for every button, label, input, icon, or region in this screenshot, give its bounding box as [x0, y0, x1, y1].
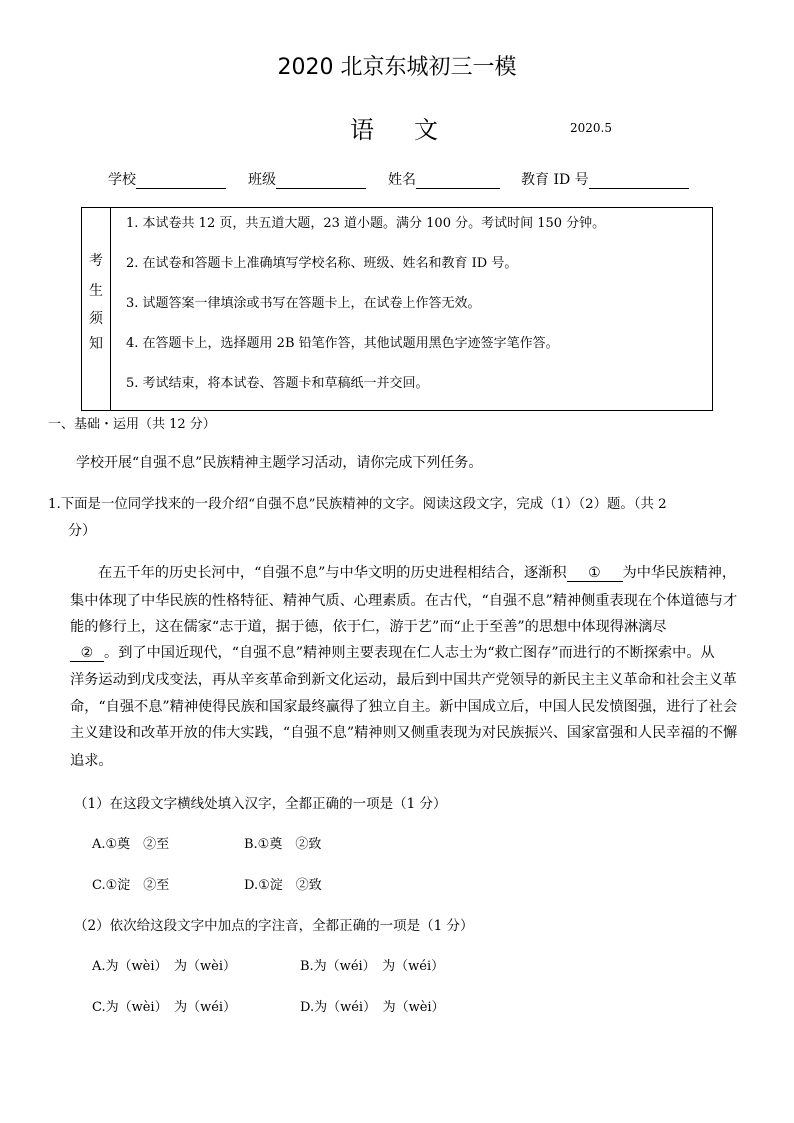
passage-line: 主义建设和改革开放的伟大实践，“自强不息”精神则又侧重表现为对民族振兴、国家富强和人民幸福的不懈	[70, 725, 738, 741]
blank-1[interactable]: ①	[567, 565, 623, 582]
option-c[interactable]: C.①淀 ②至	[92, 878, 170, 893]
info-school	[108, 169, 226, 189]
option-a[interactable]: A.为（wèi） 为（wèi）	[92, 959, 236, 974]
name-field[interactable]	[416, 174, 500, 189]
option-d[interactable]: D.为（wéi） 为（wèi）	[300, 1000, 445, 1015]
passage-line: 集中体现了中华民族的性格特征、精神气质、心理素质。在古代，“自强不息”精神侧重表现在个体道德与才	[70, 593, 738, 609]
notice-box	[81, 207, 713, 411]
info-class-label: 班级	[248, 172, 276, 188]
side-char: 须	[89, 311, 103, 327]
info-id-label: 教育 ID 号	[521, 172, 589, 188]
info-name	[388, 169, 500, 189]
exam-date: 2020.5	[570, 121, 612, 135]
question-1-cont: 分）	[68, 523, 96, 539]
notice-item: 5. 考试结束，将本试卷、答题卡和草稿纸一并交回。	[126, 376, 429, 391]
side-char: 生	[89, 283, 103, 299]
subject-title: 语文	[350, 116, 478, 144]
notice-item: 3. 试题答案一律填涂或书写在答题卡上，在试卷上作答无效。	[126, 296, 481, 311]
notice-side-label	[82, 208, 111, 410]
sub-question-1: （1）在这段文字横线处填入汉字，全都正确的一项是（1 分）	[74, 796, 447, 812]
passage-line: 命，“自强不息”精神使得民族和国家最终赢得了独立自主。新中国成立后，中国人民发愤图强，进行了社会	[70, 699, 738, 715]
passage-line: 洋务运动到戊戌变法，再从辛亥革命到新文化运动，最后到中国共产党领导的新民主主义革命和社会主义革	[70, 672, 737, 688]
blank-2[interactable]: ②	[70, 645, 104, 662]
side-char: 知	[89, 336, 103, 352]
passage-line: 在五千年的历史长河中，“自强不息”与中华文明的历史进程相结合，逐渐积 ① 为中华民族精神，	[98, 565, 737, 581]
section-heading: 一、基础・运用（共 12 分）	[48, 417, 216, 432]
notice-item: 2. 在试卷和答题卡上准确填写学校名称、班级、姓名和教育 ID 号。	[126, 256, 518, 271]
passage-line: 追求。	[70, 753, 113, 769]
notice-item: 4. 在答题卡上，选择题用 2B 铅笔作答，其他试题用黑色字迹签字笔作答。	[126, 336, 559, 351]
school-field[interactable]	[136, 174, 226, 189]
class-field[interactable]	[276, 174, 366, 189]
info-school-label: 学校	[108, 172, 136, 188]
id-field[interactable]	[589, 174, 689, 189]
option-a[interactable]: A.①奠 ②至	[92, 837, 170, 852]
option-b[interactable]: B.为（wéi） 为（wéi）	[300, 959, 445, 974]
passage-line: 能的修行上，这在儒家“志于道，据于德，依于仁，游于艺”而“止于至善”的思想中体现得淋漓尽	[70, 619, 667, 635]
notice-item: 1. 本试卷共 12 页，共五道大题，23 道小题。满分 100 分。考试时间 150 分钟。	[126, 216, 606, 231]
question-1: 1.下面是一位同学找来的一段介绍“自强不息”民族精神的文字。阅读这段文字，完成（1）（2）题。（共 2	[48, 497, 667, 512]
option-d[interactable]: D.①淀 ②致	[244, 878, 322, 893]
option-c[interactable]: C.为（wèi） 为（wéi）	[92, 1000, 237, 1015]
page-title: 2020 北京东城初三一模	[277, 55, 517, 80]
section-intro: 学校开展“自强不息”民族精神主题学习活动，请你完成下列任务。	[76, 455, 483, 471]
sub-question-2: （2）依次给这段文字中加点的字注音，全都正确的一项是（1 分）	[74, 918, 474, 934]
info-id	[521, 169, 689, 189]
side-char: 考	[89, 253, 103, 269]
info-name-label: 姓名	[388, 172, 416, 188]
passage-line: ② 。到了中国近现代，“自强不息”精神则主要表现在仁人志士为“救亡图存”而进行的不断探索中。从	[70, 642, 715, 662]
option-b[interactable]: B.①奠 ②致	[244, 837, 322, 852]
info-class	[248, 169, 366, 189]
